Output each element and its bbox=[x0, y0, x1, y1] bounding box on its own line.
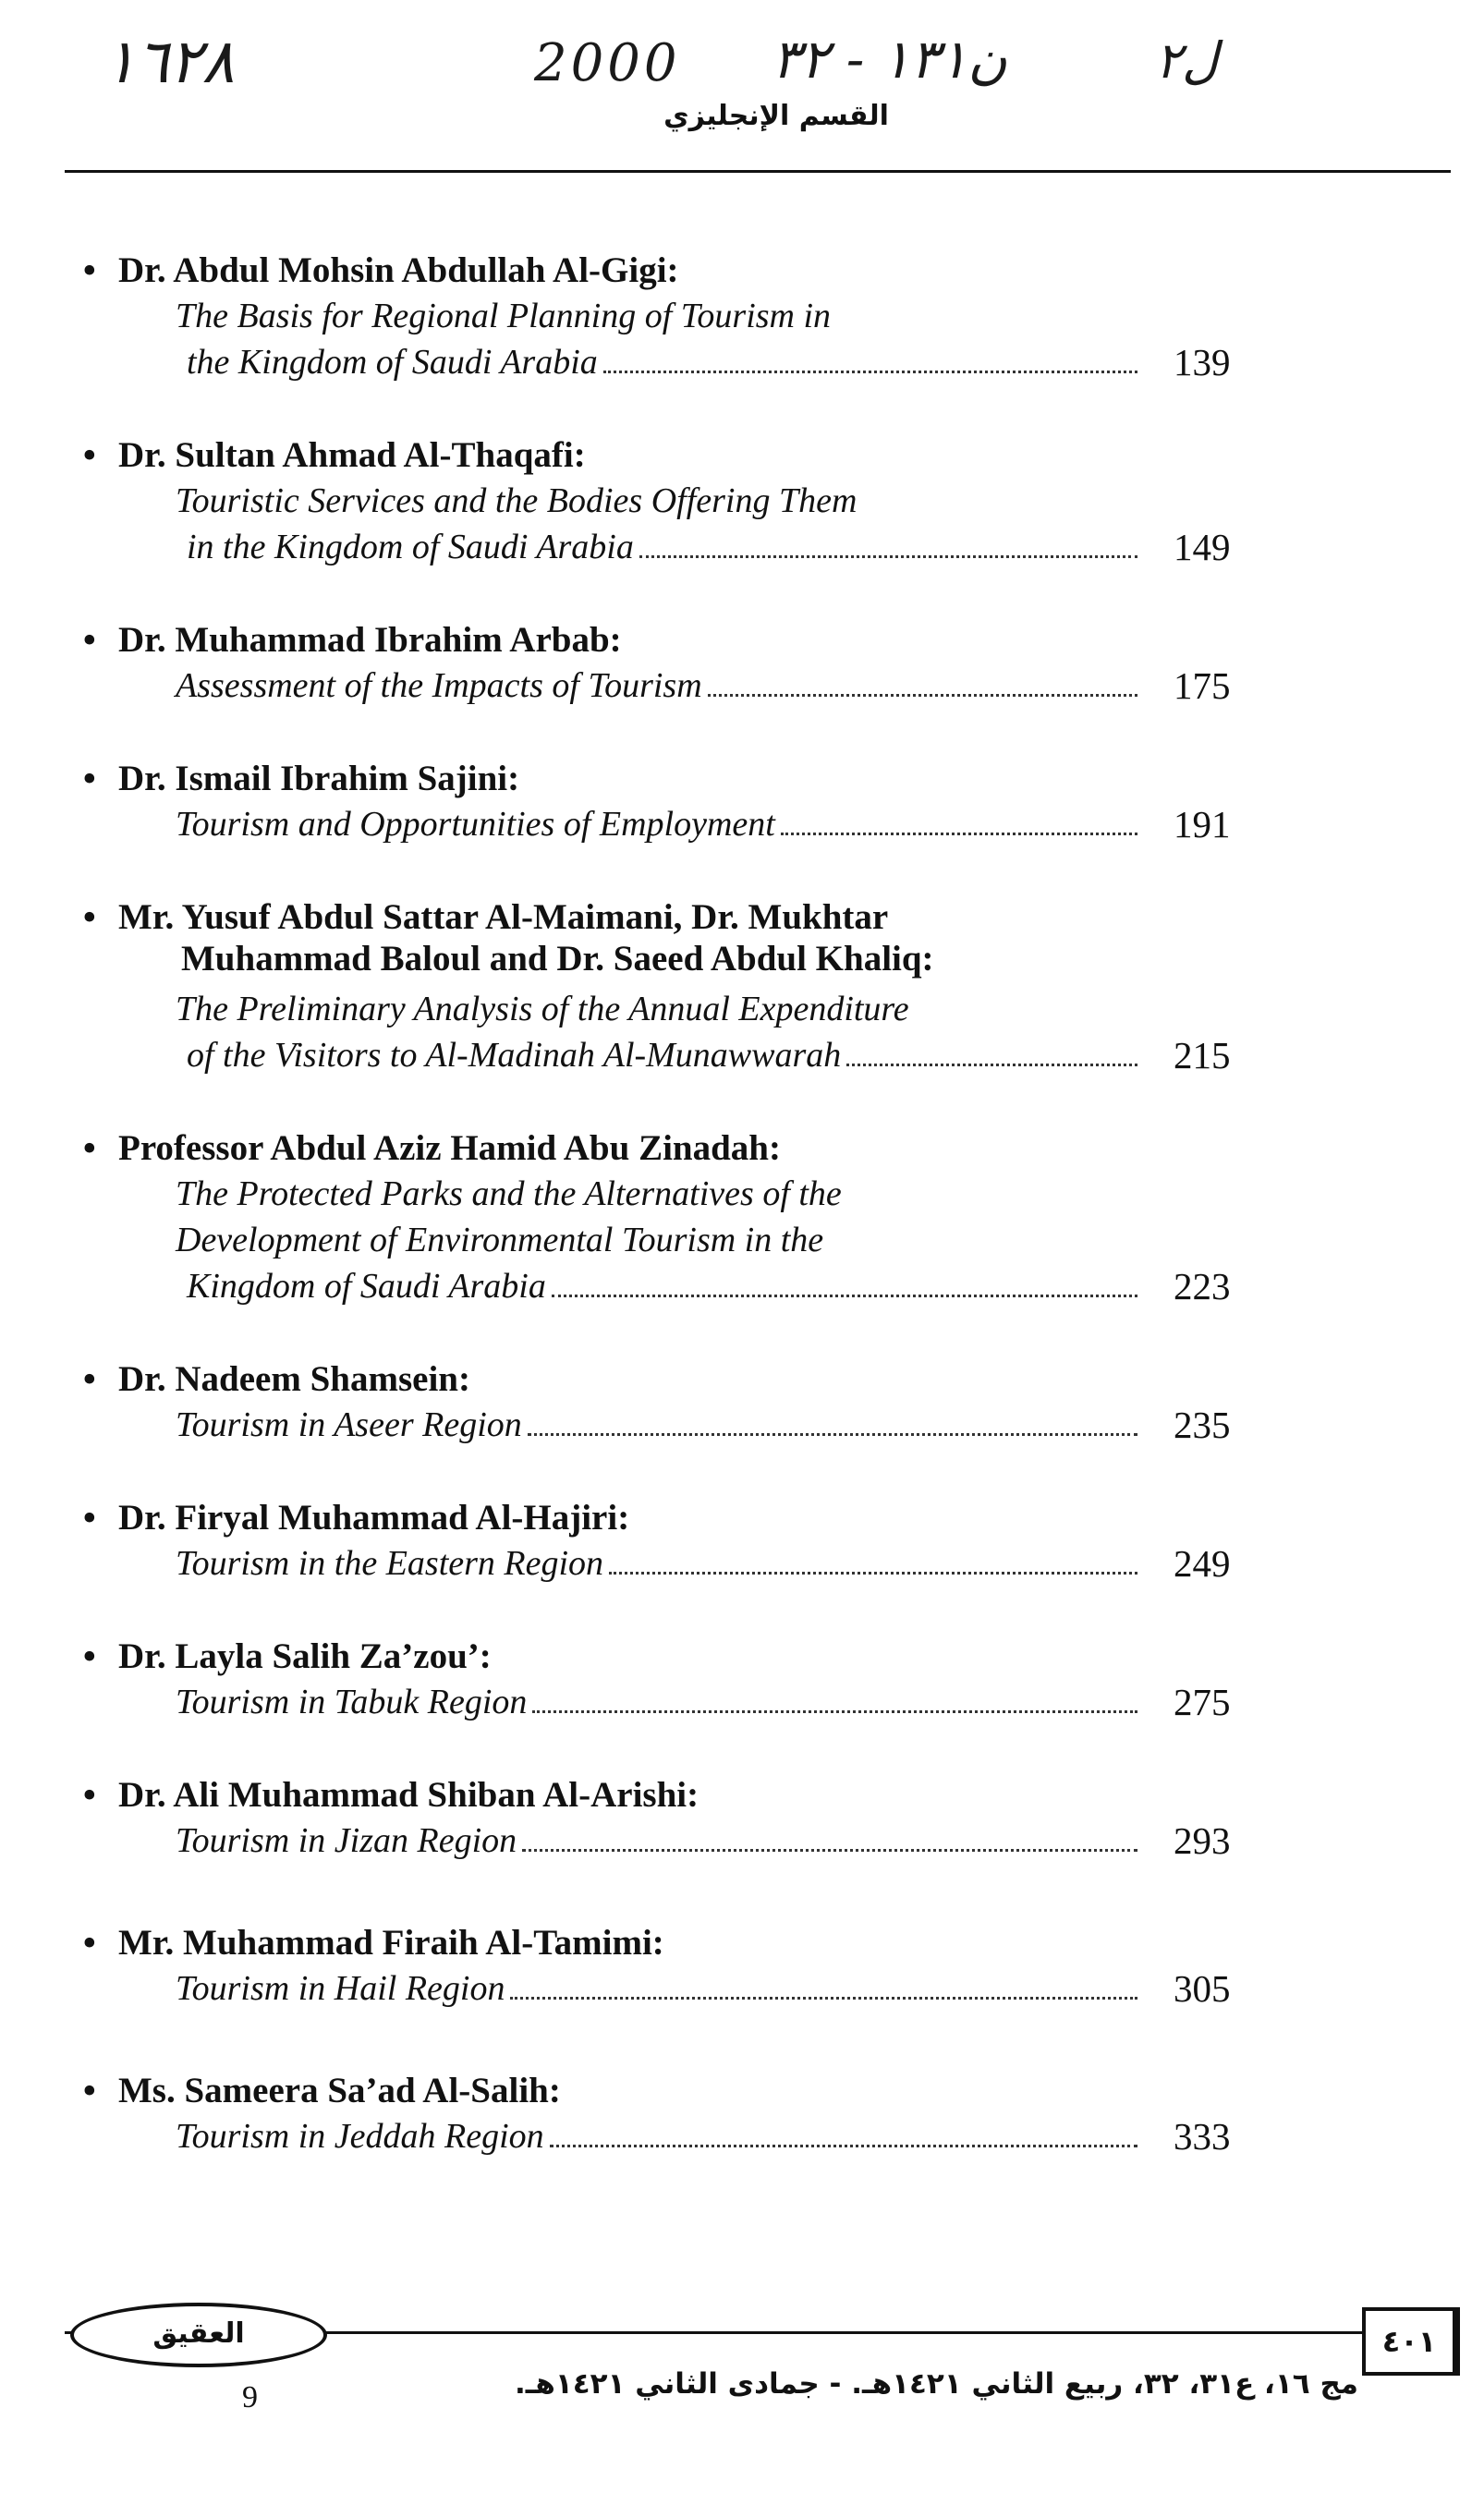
footer-citation: مج ١٦، ع٣١، ٣٢، ربيع الثاني ١٤٢١هـ. - جمادى الثاني ١٤٢١هـ. bbox=[514, 2367, 1358, 2401]
toc-title-line bbox=[176, 989, 909, 1029]
toc-title-text: Tourism in Jeddah Region bbox=[176, 2117, 544, 2156]
toc-title-line bbox=[176, 296, 831, 336]
dot-leader bbox=[639, 554, 1137, 558]
dot-leader bbox=[603, 370, 1137, 373]
bullet-icon: • bbox=[83, 250, 96, 290]
toc-title-line bbox=[176, 665, 1137, 706]
toc-author-line bbox=[83, 619, 622, 661]
toc-title-text: Tourism in the Eastern Region bbox=[176, 1544, 604, 1583]
toc-author-line bbox=[83, 1127, 781, 1169]
toc-author bbox=[83, 758, 519, 799]
toc-author-line bbox=[83, 1497, 629, 1538]
toc-author bbox=[83, 1774, 699, 1816]
toc-author bbox=[83, 2070, 561, 2111]
section-title: القسم الإنجليزي bbox=[663, 100, 889, 132]
toc-page-number: 275 bbox=[1174, 1681, 1231, 1723]
toc-author-text: Mr. Yusuf Abdul Sattar Al-Maimani, Dr. Mukhtar bbox=[118, 897, 889, 937]
toc-title-text: The Protected Parks and the Alternatives of the bbox=[176, 1174, 842, 1213]
toc-author-line bbox=[83, 1922, 664, 1964]
toc-title-text: The Preliminary Analysis of the Annual Expenditure bbox=[176, 990, 909, 1028]
toc-title-text: Kingdom of Saudi Arabia bbox=[187, 1267, 546, 1306]
handwritten-note-4: ل٢ bbox=[1155, 31, 1219, 90]
toc-page-number: 235 bbox=[1174, 1404, 1231, 1446]
dot-leader bbox=[510, 1996, 1137, 2000]
toc-title-line bbox=[187, 342, 1137, 383]
toc-title-line bbox=[176, 480, 857, 521]
toc-title-line bbox=[176, 804, 1137, 845]
toc-page-number: 139 bbox=[1174, 341, 1231, 383]
toc-page-number: 215 bbox=[1174, 1034, 1231, 1076]
toc-title-line bbox=[187, 527, 1137, 567]
toc-page-number: 305 bbox=[1174, 1967, 1231, 2010]
bullet-icon: • bbox=[83, 2071, 96, 2110]
bullet-icon: • bbox=[83, 897, 96, 937]
handwritten-note-1: ١٦٢٨ bbox=[103, 26, 235, 97]
toc-author-text: Dr. Firyal Muhammad Al-Hajiri: bbox=[118, 1498, 630, 1538]
toc-author-line bbox=[83, 896, 934, 938]
dot-leader bbox=[528, 1432, 1137, 1436]
toc-title-text: The Basis for Regional Planning of Tourism in bbox=[176, 297, 832, 335]
toc-title-text: Tourism in Aseer Region bbox=[176, 1405, 522, 1444]
toc-page-number: 149 bbox=[1174, 526, 1231, 568]
toc-author-text: Mr. Muhammad Firaih Al-Tamimi: bbox=[118, 1923, 664, 1963]
dot-leader bbox=[708, 693, 1137, 697]
bullet-icon: • bbox=[83, 435, 96, 475]
toc-title-text: Tourism and Opportunities of Employment bbox=[176, 805, 775, 844]
toc-title-text: Tourism in Hail Region bbox=[176, 1969, 505, 2008]
toc-page-number: 293 bbox=[1174, 1819, 1231, 1862]
bullet-icon: • bbox=[83, 1359, 96, 1399]
dot-leader bbox=[781, 832, 1137, 835]
toc-author-text: Professor Abdul Aziz Hamid Abu Zinadah: bbox=[118, 1128, 781, 1168]
toc-author-text: Dr. Muhammad Ibrahim Arbab: bbox=[118, 620, 622, 660]
toc-author bbox=[83, 1636, 492, 1677]
toc-title-line bbox=[187, 1266, 1137, 1307]
bullet-icon: • bbox=[83, 1498, 96, 1538]
toc-title-text: of the Visitors to Al-Madinah Al-Munawwarah bbox=[187, 1036, 842, 1075]
toc-author bbox=[83, 1922, 664, 1964]
toc-author-line bbox=[83, 758, 519, 799]
dot-leader bbox=[522, 1848, 1137, 1852]
toc-author-text: Dr. Sultan Ahmad Al-Thaqafi: bbox=[118, 435, 586, 475]
footer-number: 9 bbox=[242, 2380, 258, 2414]
toc-title-line bbox=[187, 1035, 1137, 1076]
toc-title-text: in the Kingdom of Saudi Arabia bbox=[187, 528, 634, 566]
toc-author-text: Dr. Abdul Mohsin Abdullah Al-Gigi: bbox=[118, 250, 679, 290]
bullet-icon: • bbox=[83, 759, 96, 798]
toc-author-text: Dr. Nadeem Shamsein: bbox=[118, 1359, 470, 1399]
toc-page-number: 333 bbox=[1174, 2115, 1231, 2158]
toc-author bbox=[83, 1358, 470, 1400]
toc-author bbox=[83, 434, 586, 476]
toc-title-text: Tourism in Jizan Region bbox=[176, 1821, 517, 1860]
header-divider bbox=[65, 170, 1451, 173]
toc-title-text: Tourism in Tabuk Region bbox=[176, 1683, 528, 1721]
toc-page-number: 223 bbox=[1174, 1265, 1231, 1307]
dot-leader bbox=[532, 1709, 1137, 1713]
dot-leader bbox=[846, 1063, 1137, 1066]
toc-title-line bbox=[176, 2116, 1137, 2157]
toc-author bbox=[83, 1497, 629, 1538]
toc-page-number: 191 bbox=[1174, 803, 1231, 845]
toc-author-line bbox=[83, 1636, 492, 1677]
toc-author-text: Dr. Layla Salih Za’zou’: bbox=[118, 1636, 492, 1676]
journal-logo: العقيق bbox=[70, 2303, 327, 2367]
toc-title-text: the Kingdom of Saudi Arabia bbox=[187, 343, 598, 382]
toc-author-line bbox=[83, 938, 934, 979]
dot-leader bbox=[609, 1571, 1137, 1575]
toc-title-line bbox=[176, 1220, 823, 1260]
toc-author-line bbox=[83, 249, 679, 291]
toc-page-number: 175 bbox=[1174, 664, 1231, 707]
toc-author-line bbox=[83, 1774, 699, 1816]
toc-author-line bbox=[83, 2070, 561, 2111]
toc-title-text: Assessment of the Impacts of Tourism bbox=[176, 666, 702, 705]
toc-author-line bbox=[83, 1358, 470, 1400]
page-number-box: ٤٠١ bbox=[1362, 2307, 1460, 2376]
bullet-icon: • bbox=[83, 1636, 96, 1676]
toc-author bbox=[83, 249, 679, 291]
bullet-icon: • bbox=[83, 620, 96, 660]
toc-author-text: Dr. Ismail Ibrahim Sajini: bbox=[118, 759, 520, 798]
toc-author bbox=[83, 619, 622, 661]
toc-author-text: Ms. Sameera Sa’ad Al-Salih: bbox=[118, 2071, 561, 2110]
toc-author-text: Muhammad Baloul and Dr. Saeed Abdul Khaliq: bbox=[181, 939, 934, 979]
toc-author-text: Dr. Ali Muhammad Shiban Al-Arishi: bbox=[118, 1775, 699, 1815]
toc-title-line bbox=[176, 1682, 1137, 1722]
toc-title-line bbox=[176, 1173, 842, 1214]
toc-title-line bbox=[176, 1405, 1137, 1445]
toc-page-number: 249 bbox=[1174, 1542, 1231, 1585]
toc-author bbox=[83, 896, 934, 979]
toc-title-text: Touristic Services and the Bodies Offering Them bbox=[176, 481, 858, 520]
bullet-icon: • bbox=[83, 1775, 96, 1815]
handwritten-note-3: ن١٣١ - ٣٢ bbox=[772, 28, 1007, 91]
toc-author-line bbox=[83, 434, 586, 476]
dot-leader bbox=[550, 2144, 1137, 2147]
toc-title-line bbox=[176, 1820, 1137, 1861]
toc-title-line bbox=[176, 1968, 1137, 2009]
toc-title-line bbox=[176, 1543, 1137, 1584]
bullet-icon: • bbox=[83, 1128, 96, 1168]
toc-title-text: Development of Environmental Tourism in the bbox=[176, 1221, 824, 1259]
handwritten-note-2: 2000 bbox=[534, 33, 681, 93]
bullet-icon: • bbox=[83, 1923, 96, 1963]
dot-leader bbox=[552, 1294, 1137, 1297]
toc-author bbox=[83, 1127, 781, 1169]
